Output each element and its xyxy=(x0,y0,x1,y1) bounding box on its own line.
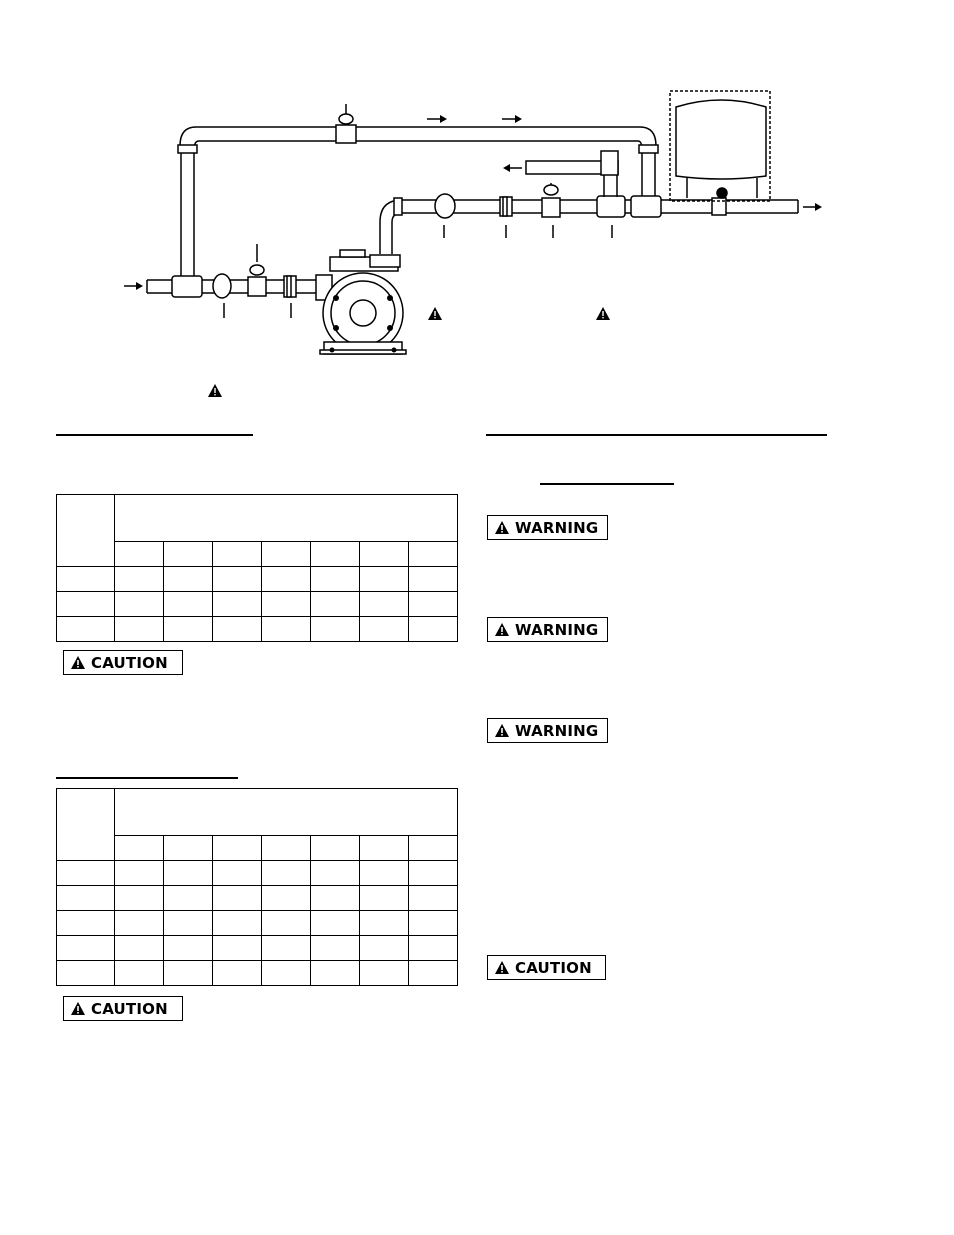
section-rule-left-2 xyxy=(56,777,238,779)
table-2 xyxy=(56,788,458,986)
warning-badge xyxy=(487,617,608,642)
warning-triangle-icon xyxy=(428,307,442,320)
warning-triangle-icon xyxy=(494,960,510,975)
table-row xyxy=(57,936,458,961)
table-row xyxy=(57,886,458,911)
caution-label: CAUTION xyxy=(91,653,168,672)
pump-piping-diagram xyxy=(0,0,954,410)
warning-badge xyxy=(487,718,608,743)
warning-triangle-icon xyxy=(494,723,510,738)
section-rule-right-1 xyxy=(486,434,827,436)
caution-badge xyxy=(63,650,183,675)
table-row xyxy=(57,592,458,617)
table-row xyxy=(57,961,458,986)
caution-badge xyxy=(487,955,606,980)
caution-badge xyxy=(63,996,183,1021)
caution-label: CAUTION xyxy=(515,958,592,977)
caution-label: CAUTION xyxy=(91,999,168,1018)
section-rule-right-2 xyxy=(540,483,674,485)
warning-label: WARNING xyxy=(515,620,599,639)
warning-label: WARNING xyxy=(515,721,599,740)
table-1 xyxy=(56,494,458,642)
table-row xyxy=(57,861,458,886)
table-row xyxy=(57,617,458,642)
warning-triangle-icon xyxy=(596,307,610,320)
table-row xyxy=(57,567,458,592)
warning-triangle-icon xyxy=(208,384,222,397)
warning-triangle-icon xyxy=(494,622,510,637)
table-row xyxy=(57,911,458,936)
section-rule-left-1 xyxy=(56,434,253,436)
warning-label: WARNING xyxy=(515,518,599,537)
warning-triangle-icon xyxy=(494,520,510,535)
warning-triangle-icon xyxy=(70,1001,86,1016)
warning-triangle-icon xyxy=(70,655,86,670)
warning-badge xyxy=(487,515,608,540)
